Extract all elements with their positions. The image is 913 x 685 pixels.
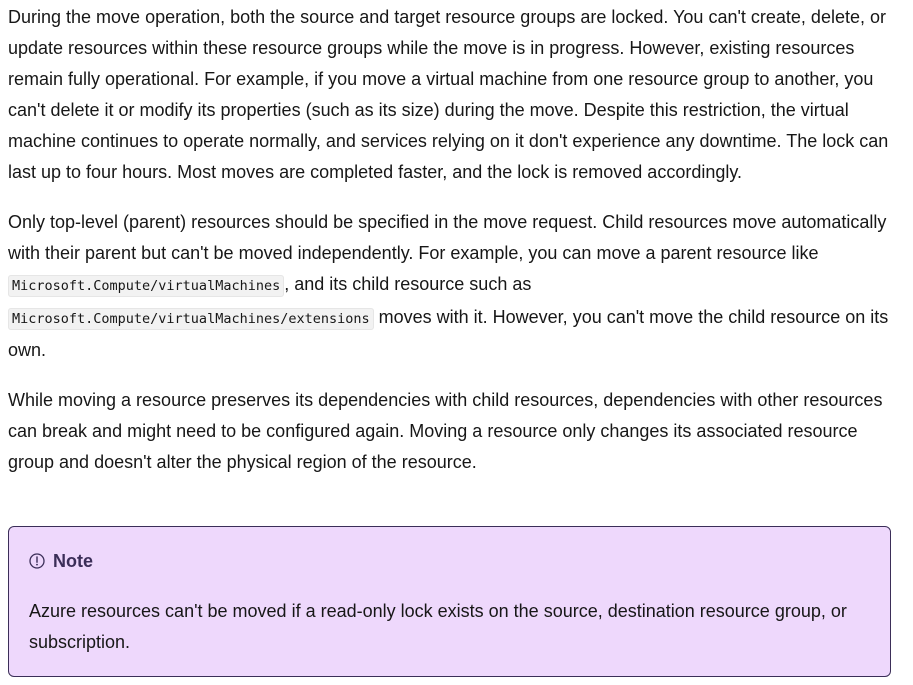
- info-circle-icon: [29, 553, 45, 569]
- paragraph-text: moves with it. However, you can't move the child resource on its own.: [8, 307, 889, 360]
- note-title: Note: [53, 550, 93, 571]
- note-callout: [8, 526, 891, 677]
- article-content: [8, 2, 898, 497]
- note-body: Azure resources can't be moved if a read-only lock exists on the source, destination resource group, or subscription.: [29, 601, 847, 652]
- paragraph-text: Only top-level (parent) resources should be specified in the move request. Child resources move automatically with their parent but can't be moved independently. For example, you can move a parent resource like: [8, 212, 887, 263]
- inline-code-extensions: Microsoft.Compute/virtualMachines/extensions: [8, 308, 374, 330]
- paragraph-move-lock: During the move operation, both the source and target resource groups are locked. You can't create, delete, or update resources within these resource groups while the move is in progress. However, existing resources remain fully operational. For example, if you move a virtual machine from one resource group to another, you can't delete it or modify its properties (such as its size) during the move. Despite this restriction, the virtual machine continues to operate normally, and services relying on it don't experience any downtime. The lock can last up to four hours. Most moves are completed faster, and the lock is removed accordingly.: [8, 7, 889, 182]
- paragraph-parent-resources: [8, 207, 898, 366]
- paragraph-dependencies: While moving a resource preserves its dependencies with child resources, dependencies with other resources can break and might need to be configured again. Moving a resource only changes its associated resource group and doesn't alter the physical region of the resource.: [8, 390, 883, 472]
- note-header: [29, 545, 870, 577]
- inline-code-virtual-machines: Microsoft.Compute/virtualMachines: [8, 275, 284, 297]
- paragraph-text: , and its child resource such as: [284, 274, 532, 294]
